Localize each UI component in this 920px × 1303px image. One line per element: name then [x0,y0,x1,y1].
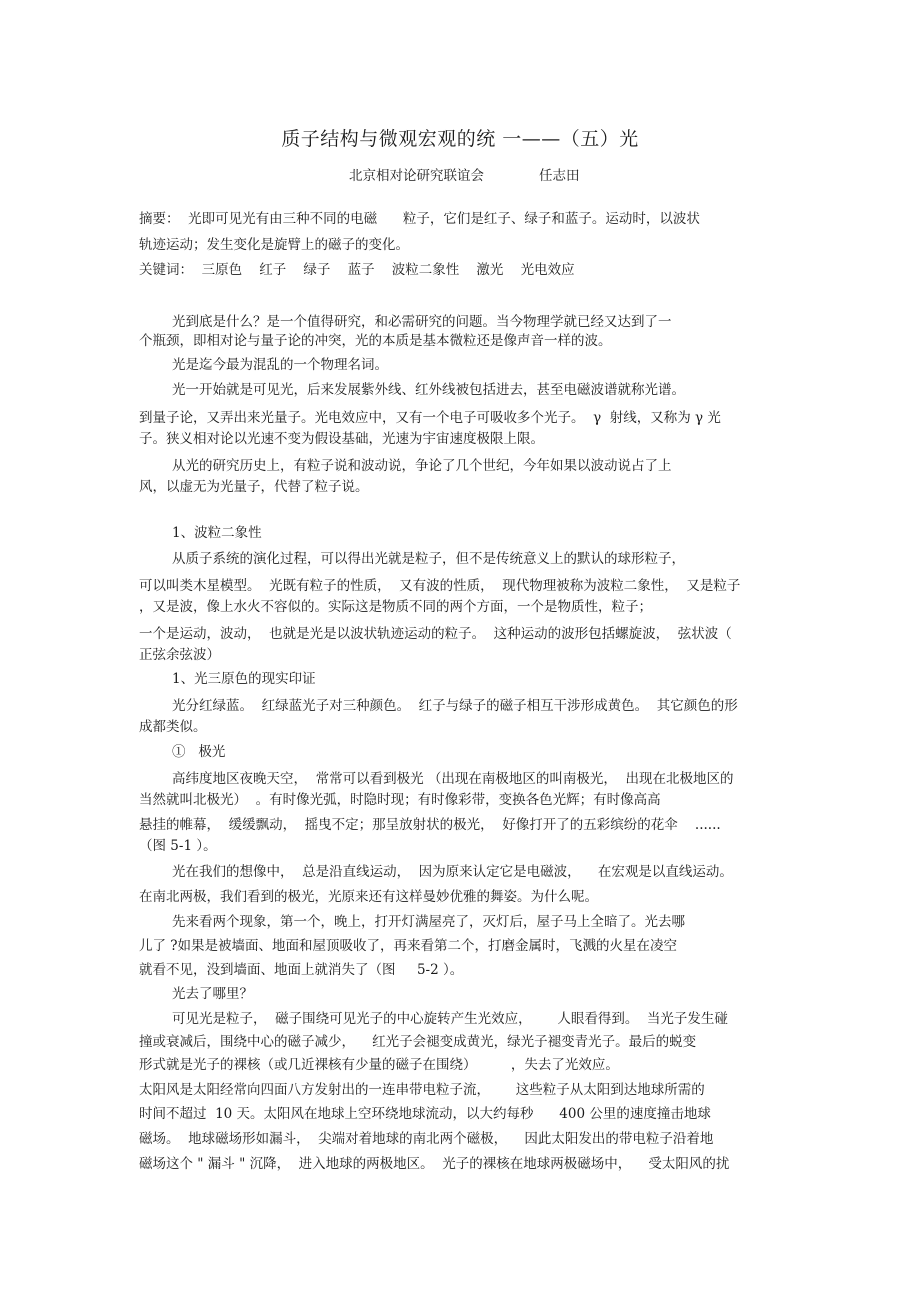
paragraph-line: （图 5-1 ）。 [139,838,217,854]
document-title: 质子结构与微观宏观的统 一——（五）光 [281,128,639,150]
author-name: 任志田 [539,168,580,184]
paragraph-line: 当然就叫北极光） 。有时像光弧，时隐时现；有时像彩带，变换各色光辉；有时像高高 [139,792,661,808]
paragraph-line: 光在我们的想像中， 总是沿直线运动， 因为原来认定它是电磁波， 在宏观是以直线运动。 [172,864,733,880]
paragraph-line: 太阳风是太阳经常向四面八方发射出的一连串带电粒子流， 这些粒子从太阳到达地球所需的 [139,1082,705,1098]
author-organization: 北京相对论研究联谊会 [349,168,484,184]
paragraph-line: 可以叫类木星模型。 光既有粒子的性质， 又有波的性质， 现代物理被称为波粒二象性， 又是粒子 [139,578,741,594]
paragraph-line: 光到底是什么？是一个值得研究，和必需研究的问题。当今物理学就已经又达到了一 [172,314,672,330]
paragraph-line: 磁场。 地球磁场形如漏斗， 尖端对着地球的南北两个磁极， 因此太阳发出的带电粒子沿着地 [139,1131,714,1147]
paragraph-line: 个瓶颈，即相对论与量子论的冲突，光的本质是基本微粒还是像声音一样的波。 [139,333,612,349]
paragraph-line: 高纬度地区夜晚天空， 常常可以看到极光 （出现在南极地区的叫南极光， 出现在北极地区的 [172,771,734,787]
paragraph-line: 时间不超过 10 天。太阳风在地球上空环绕地球流动，以大约每秒 400 公里的速度撞击地球 [139,1106,711,1122]
paragraph-line: 光是迄今最为混乱的一个物理名词。 [172,357,388,373]
paragraph-line: 光去了哪里？ [172,986,253,1002]
paragraph-line: 子。狭义相对论以光速不变为假设基础，光速为宇宙速度极限上限。 [139,431,544,447]
paragraph-line: 一个是运动，波动， 也就是光是以波状轨迹运动的粒子。 这种运动的波形包括螺旋波， 弦状波（ [139,626,732,642]
paragraph-line: 光一开始就是可见光，后来发展紫外线、红外线被包括进去，甚至电磁波谱就称光谱。 [172,382,685,398]
paragraph-line: ，又是波，像上水火不容似的。实际这是物质不同的两个方面，一个是物质性，粒子； [139,599,652,615]
abstract-line: 摘要： 光即可见光有由三种不同的电磁 粒子，它们是红子、绿子和蓝子。运动时，以波状 [139,211,700,227]
paragraph-line: 从质子系统的演化过程，可以得出光就是粒子，但不是传统意义上的默认的球形粒子， [172,551,685,567]
paragraph-line: 在南北两极，我们看到的极光，光原来还有这样曼妙优雅的舞姿。为什么呢。 [139,889,598,905]
paragraph-line: 到量子论，又弄出来光量子。光电效应中，又有一个电子可吸收多个光子。 γ 射线，又称为 γ 光 [139,410,721,426]
paragraph-line: 撞或衰减后，围绕中心的磁子减少， 红光子会褪变成黄光，绿光子褪变青光子。最后的蜕变 [139,1034,697,1050]
paragraph-line: 形式就是光子的裸核（或几近裸核有少量的磁子在围绕） ，失去了光效应。 [139,1057,619,1073]
paragraph-line: 可见光是粒子， 磁子围绕可见光子的中心旋转产生光效应， 人眼看得到。 当光子发生碰 [172,1011,728,1027]
section-heading: 1、波粒二象性 [172,525,262,541]
paragraph-line: 悬挂的帷幕， 缓缓飘动， 摇曳不定；那呈放射状的极光， 好像打开了的五彩缤纷的花伞 ...... [139,817,721,833]
paragraph-line: 磁场这个 " 漏斗 " 沉降， 进入地球的两极地区。 光子的裸核在地球两极磁场中， 受太阳风的扰 [139,1156,730,1172]
paragraph-line: 光分红绿蓝。 红绿蓝光子对三种颜色。 红子与绿子的磁子相互干涉形成黄色。 其它颜色的形 [172,698,738,714]
paragraph-line: 风，以虚无为光量子，代替了粒子说。 [139,479,369,495]
keywords-line: 关键词： 三原色 红子 绿子 蓝子 波粒二象性 激光 光电效应 [139,262,575,278]
paragraph-line: 从光的研究历史上，有粒子说和波动说，争论了几个世纪，今年如果以波动说占了上 [172,458,672,474]
paragraph-line: 正弦余弦波） [139,647,220,663]
paragraph-line: 就看不见，没到墙面、地面上就消失了（图 5-2 ）。 [139,962,464,978]
paragraph-line: 成都类似。 [139,719,207,735]
paragraph-line: 先来看两个现象，第一个，晚上，打开灯满屋亮了，灭灯后，屋子马上全暗了。光去哪 [172,914,685,930]
paragraph-line: 儿了 ?如果是被墙面、地面和屋顶吸收了，再来看第二个，打磨金属时，飞溅的火星在凌空 [139,938,678,954]
subsection-heading: ① 极光 [172,744,226,760]
abstract-line: 轨迹运动；发生变化是旋臂上的磁子的变化。 [139,237,409,253]
section-heading: 1、光三原色的现实印证 [172,671,316,687]
